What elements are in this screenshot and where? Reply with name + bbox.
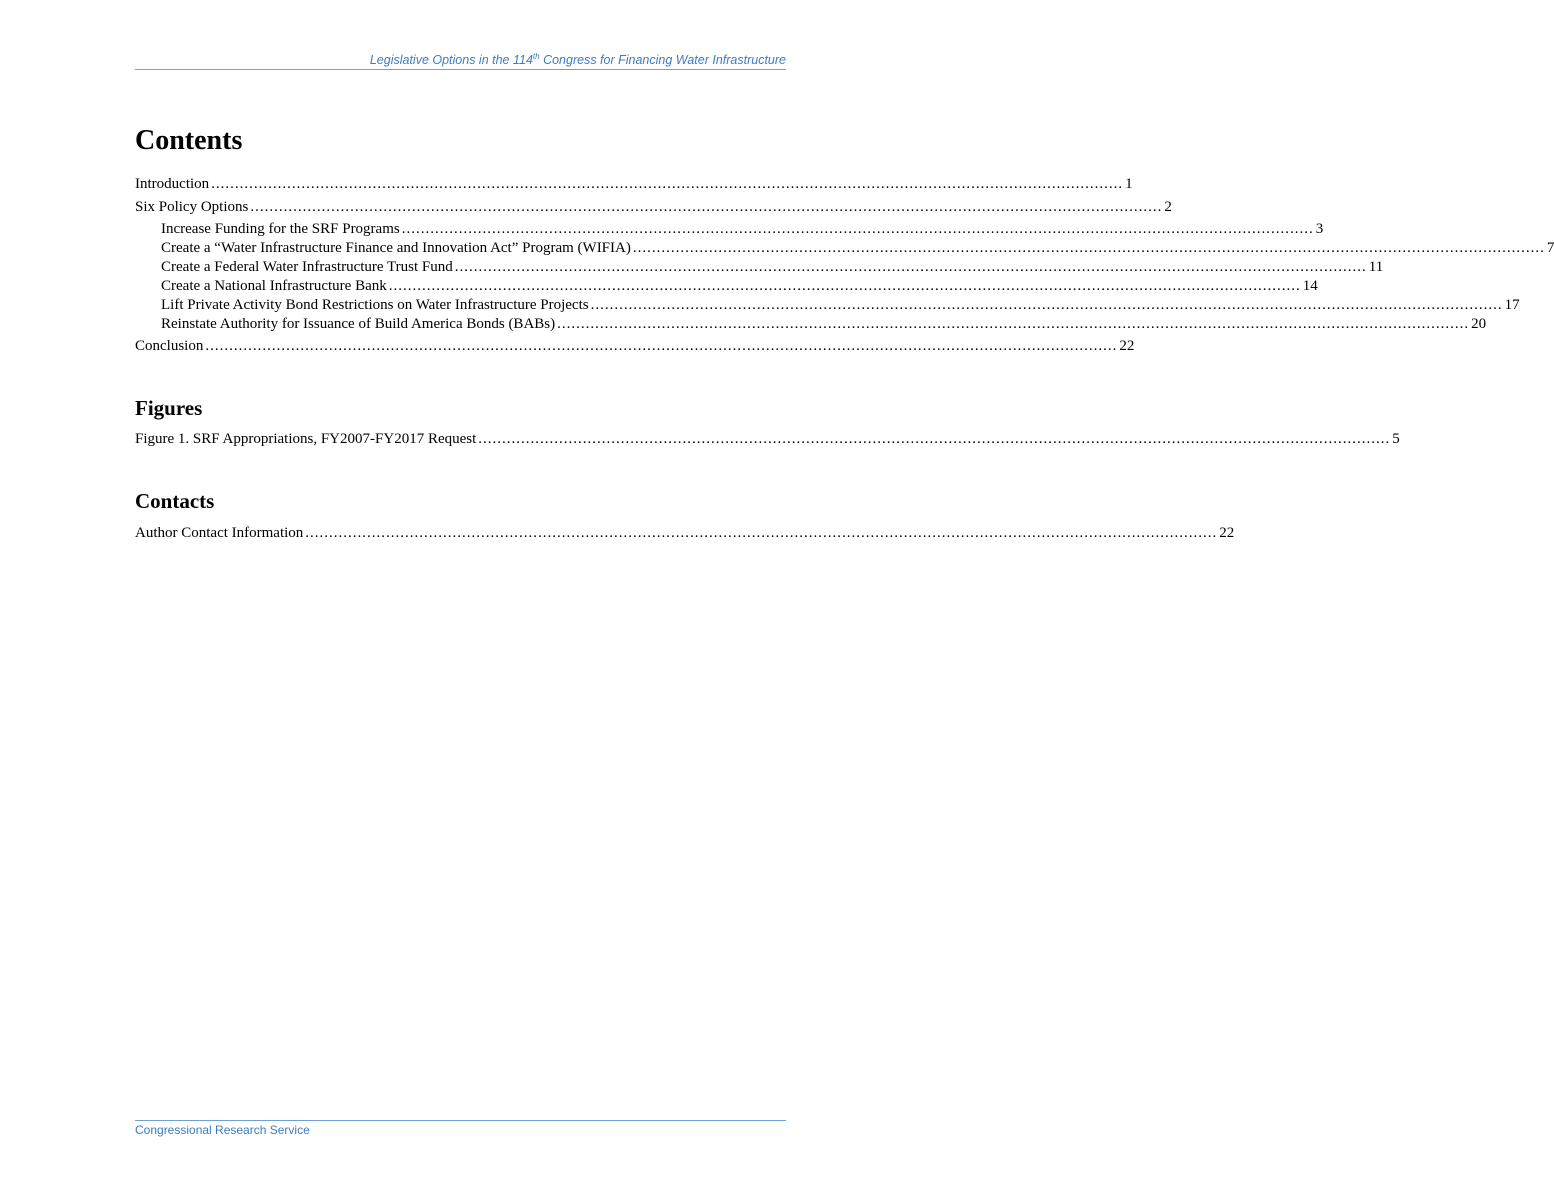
toc-entry-label: Conclusion	[135, 338, 204, 354]
toc-entry-page: 17	[1504, 297, 1520, 313]
toc-entry-build-america-bonds[interactable]	[161, 314, 1487, 334]
running-header-superscript: th	[532, 52, 540, 61]
header-rule	[135, 69, 786, 70]
toc-entry-figure-1[interactable]	[135, 429, 1400, 449]
toc-entry-page: 14	[1302, 278, 1318, 294]
toc-entry-label: Create a Federal Water Infrastructure Trust Fund	[161, 259, 453, 275]
toc-dot-leader: ................................................................................................................................................................................................	[454, 259, 1367, 275]
toc-entry-page: 20	[1471, 316, 1487, 332]
toc-dot-leader: ................................................................................................................................................................................................	[305, 525, 1218, 541]
toc-entry-page: 22	[1219, 525, 1235, 541]
toc-entry-page: 11	[1368, 259, 1384, 275]
toc-entry-label: Create a National Infrastructure Bank	[161, 278, 387, 294]
toc-dot-leader: ................................................................................................................................................................................................	[632, 240, 1545, 256]
footer-text: Congressional Research Service	[135, 1123, 310, 1137]
toc-entry-six-policy-options[interactable]	[135, 197, 1172, 217]
toc-entry-page: 22	[1119, 338, 1135, 354]
toc-entry-private-activity-bonds[interactable]	[161, 295, 1520, 315]
toc-entry-page: 2	[1164, 199, 1172, 215]
toc-entry-page: 7	[1546, 240, 1554, 256]
contents-heading: Contents	[135, 125, 243, 156]
toc-entry-label: Lift Private Activity Bond Restrictions on Water Infrastructure Projects	[161, 297, 589, 313]
toc-entry-label: Introduction	[135, 176, 210, 192]
toc-dot-leader: ................................................................................................................................................................................................	[478, 431, 1391, 447]
toc-entry-label: Author Contact Information	[135, 525, 304, 541]
running-header-text: Legislative Options in the 114	[369, 53, 533, 67]
toc-dot-leader: ................................................................................................................................................................................................	[211, 176, 1124, 192]
toc-entry-label: Six Policy Options	[135, 199, 249, 215]
running-header	[135, 52, 786, 68]
toc-entry-conclusion[interactable]	[135, 336, 1135, 356]
toc-dot-leader: ................................................................................................................................................................................................	[250, 199, 1163, 215]
toc-entry-increase-funding[interactable]	[161, 219, 1324, 239]
toc-entry-label: Create a “Water Infrastructure Finance and Innovation Act” Program (WIFIA)	[161, 240, 631, 256]
toc-dot-leader: ................................................................................................................................................................................................	[590, 297, 1503, 313]
toc-entry-wifia[interactable]	[161, 238, 1554, 258]
running-header-text-end: Congress for Financing Water Infrastructure	[539, 53, 786, 67]
footer-rule	[135, 1120, 786, 1121]
toc-entry-page: 3	[1315, 221, 1324, 237]
toc-entry-page: 1	[1125, 176, 1133, 192]
contacts-heading: Contacts	[135, 489, 215, 513]
toc-entry-label: Reinstate Authority for Issuance of Build America Bonds (BABs)	[161, 316, 556, 332]
figures-heading: Figures	[135, 396, 203, 420]
toc-entry-label: Figure 1. SRF Appropriations, FY2007-FY2017 Request	[135, 431, 477, 447]
toc-entry-trust-fund[interactable]	[161, 257, 1384, 277]
toc-entry-infrastructure-bank[interactable]	[161, 276, 1318, 296]
toc-entry-introduction[interactable]	[135, 174, 1133, 194]
toc-dot-leader: ................................................................................................................................................................................................	[205, 338, 1118, 354]
toc-dot-leader: ................................................................................................................................................................................................	[557, 316, 1470, 332]
toc-entry-author-contact[interactable]	[135, 523, 1235, 543]
toc-entry-page: 5	[1392, 431, 1400, 447]
toc-dot-leader: ................................................................................................................................................................................................	[401, 221, 1314, 237]
toc-entry-label: Increase Funding for the SRF Programs	[161, 221, 400, 237]
toc-dot-leader: ................................................................................................................................................................................................	[388, 278, 1301, 294]
